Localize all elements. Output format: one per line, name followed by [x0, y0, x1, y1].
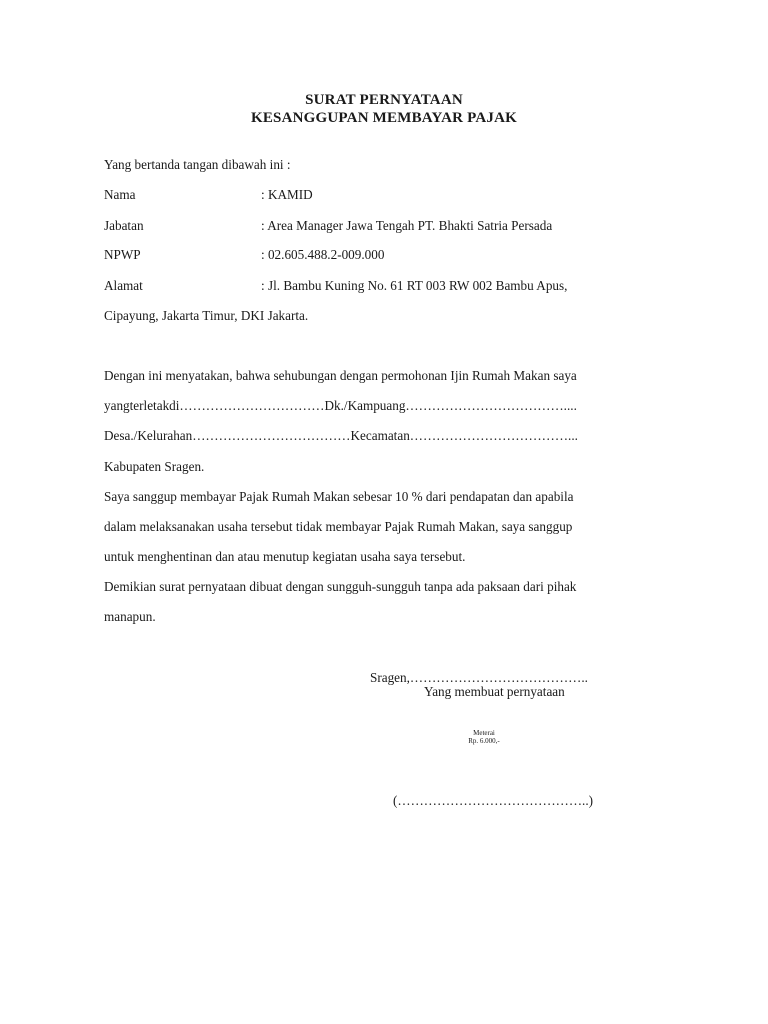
alamat-continuation: Cipayung, Jakarta Timur, DKI Jakarta.: [104, 308, 309, 323]
jabatan-value: : Area Manager Jawa Tengah PT. Bhakti Satria Persada: [261, 218, 553, 233]
nama-value: : KAMID: [261, 187, 313, 202]
nama-label: Nama: [104, 187, 136, 202]
npwp-value: : 02.605.488.2-009.000: [261, 247, 385, 262]
alamat-label: Alamat: [104, 278, 143, 293]
paragraph-1-line-3: Desa./Kelurahan………………………………Kecamatan………………………………...: [104, 428, 578, 443]
paragraph-2-line-2: dalam melaksanakan usaha tersebut tidak membayar Pajak Rumah Makan, saya sanggup: [104, 519, 573, 534]
npwp-label: NPWP: [104, 247, 141, 262]
paragraph-3-line-2: manapun.: [104, 609, 156, 624]
signature-name-placeholder: (……………………………………..): [393, 793, 594, 808]
place-date: Sragen,…………………………………..: [370, 670, 588, 685]
paragraph-3-line-1: Demikian surat pernyataan dibuat dengan sungguh-sungguh tanpa ada paksaan dari pihak: [104, 579, 577, 594]
materai-value: Rp. 6.000,-: [468, 737, 500, 745]
paragraph-1-line-4: Kabupaten Sragen.: [104, 459, 205, 474]
jabatan-label: Jabatan: [104, 218, 144, 233]
paragraph-2-line-1: Saya sanggup membayar Pajak Rumah Makan sebesar 10 % dari pendapatan dan apabila: [104, 489, 574, 504]
paragraph-2-line-3: untuk menghentinan dan atau menutup kegiatan usaha saya tersebut.: [104, 549, 466, 564]
document-title: SURAT PERNYATAAN: [305, 92, 463, 108]
materai-label: Meterai: [473, 729, 495, 737]
alamat-value: : Jl. Bambu Kuning No. 61 RT 003 RW 002 Bambu Apus,: [261, 278, 568, 293]
maker-label: Yang membuat pernyataan: [424, 684, 565, 699]
document-subtitle: KESANGGUPAN MEMBAYAR PAJAK: [250, 110, 518, 126]
paragraph-1-line-1: Dengan ini menyatakan, bahwa sehubungan dengan permohonan Ijin Rumah Makan saya: [104, 368, 577, 383]
paragraph-1-line-2: yangterletakdi……………………………Dk./Kampuang………………………………....: [104, 398, 577, 413]
intro-text: Yang bertanda tangan dibawah ini :: [104, 157, 291, 172]
